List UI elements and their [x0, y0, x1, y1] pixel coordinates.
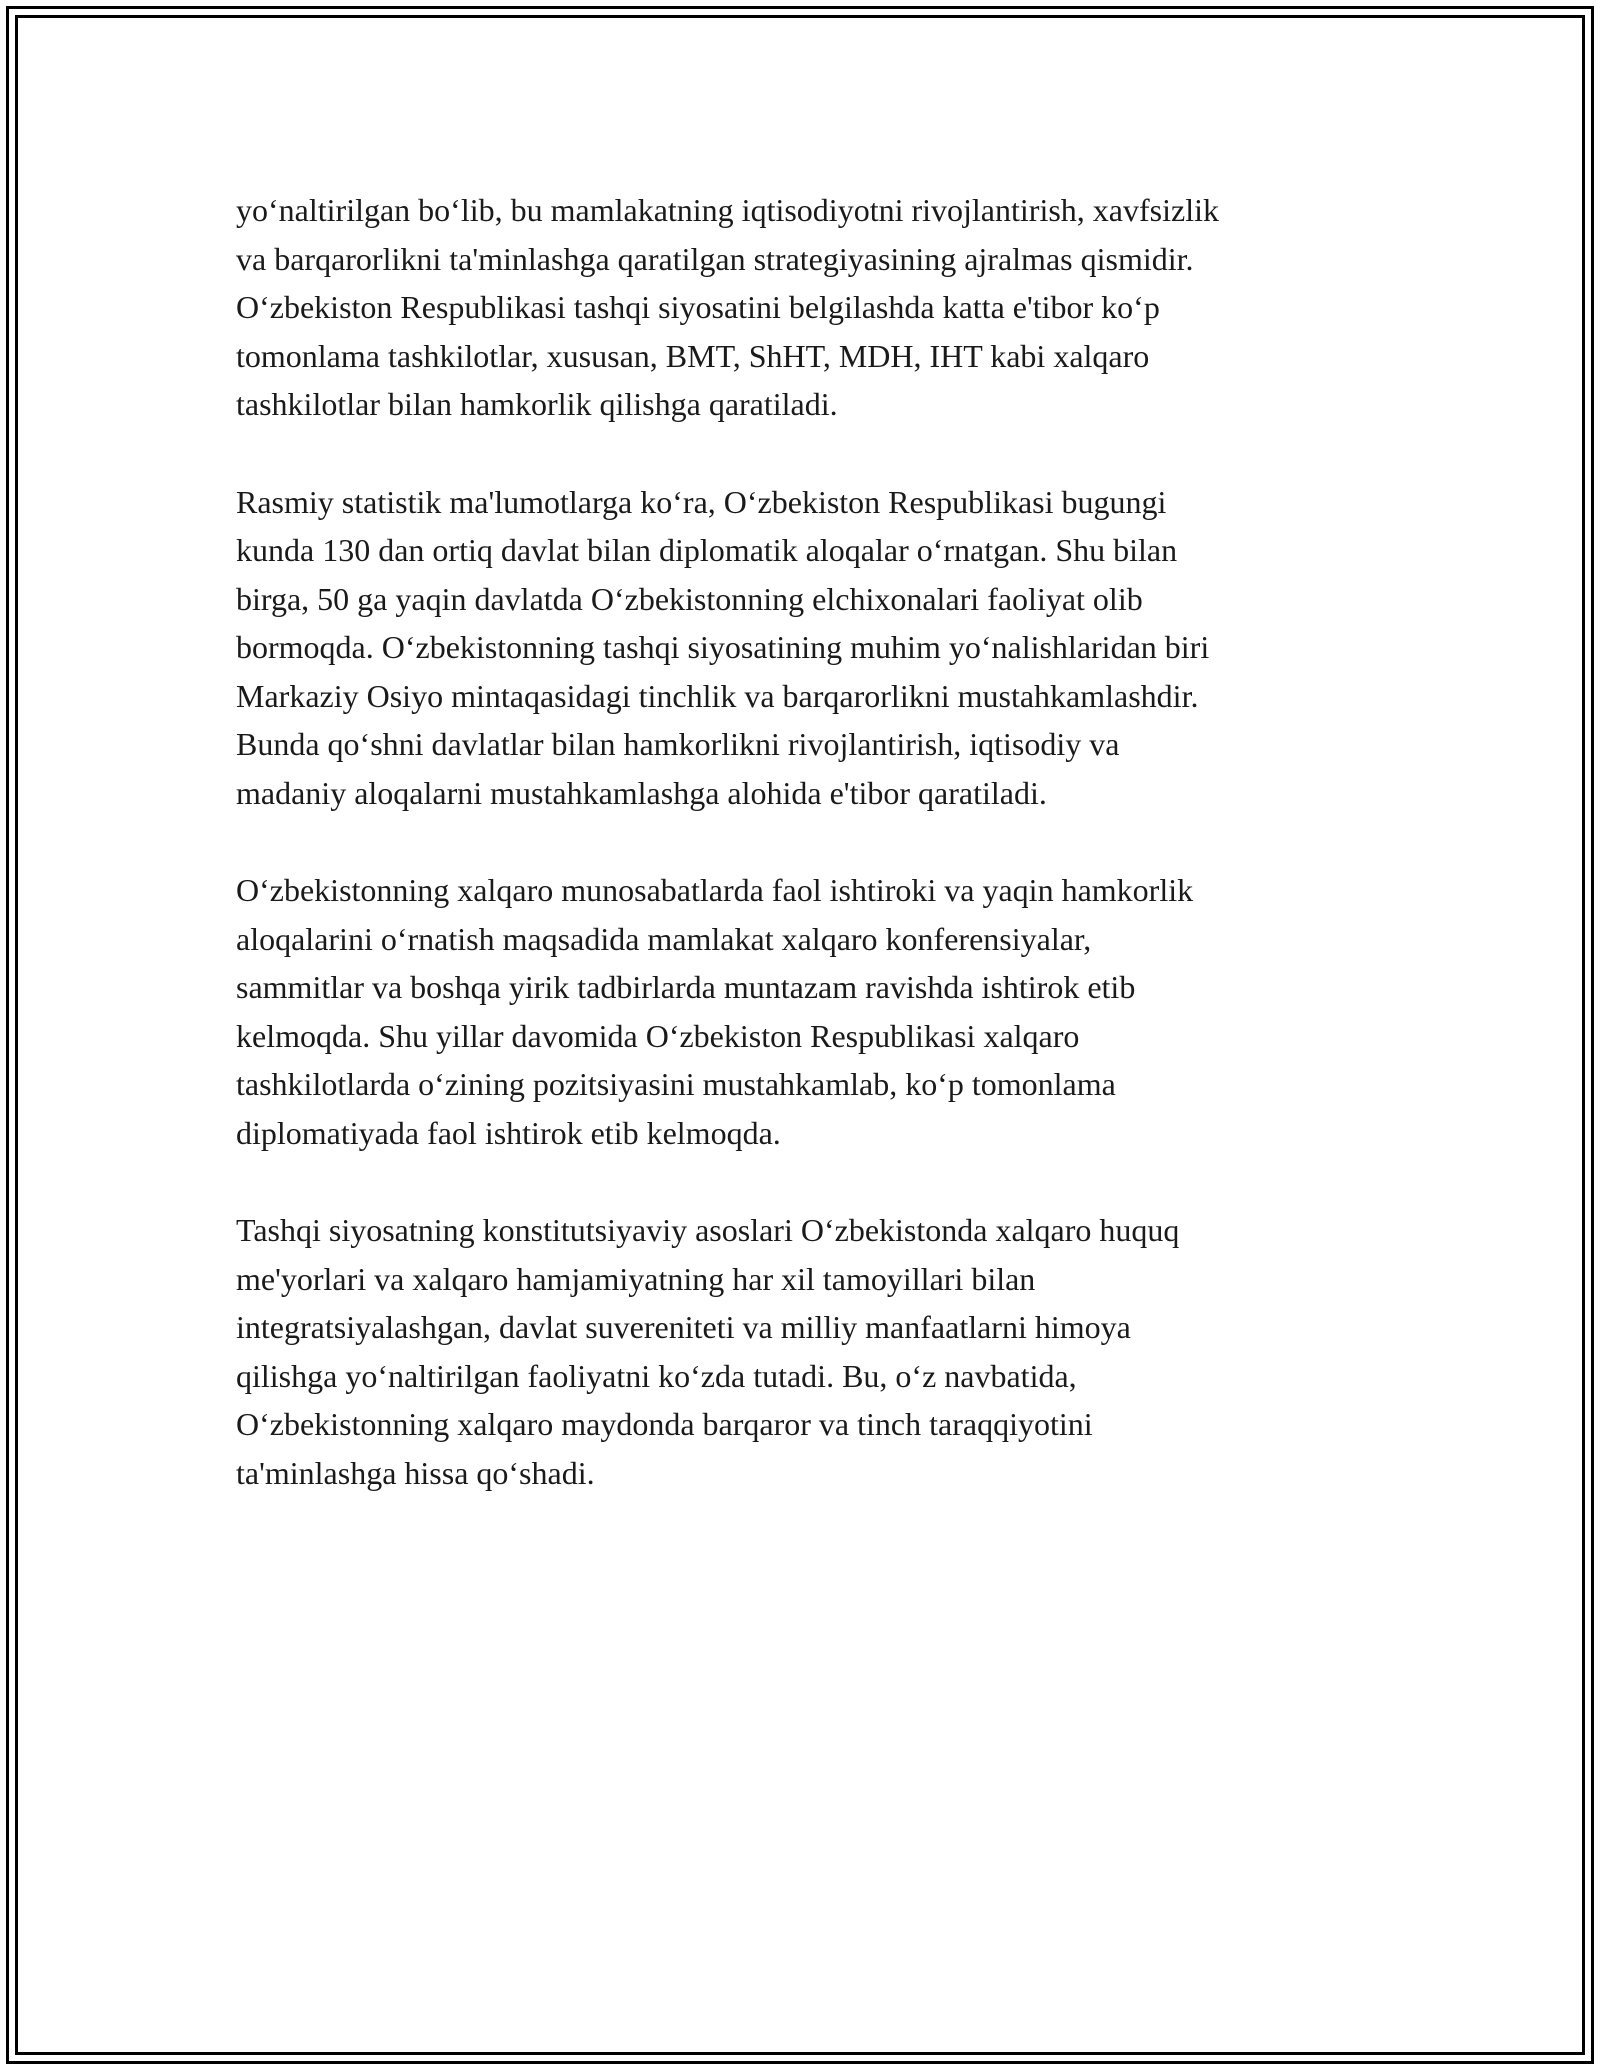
document-body — [236, 186, 1376, 1546]
text-line: ta'minlashga hissa qo‘shadi. — [236, 1454, 595, 1491]
paragraph-3 — [236, 866, 1376, 1157]
text-line: qilishga yo‘naltirilgan faoliyatni ko‘zda tutadi. Bu, o‘z navbatida, — [236, 1357, 1077, 1394]
paragraph-2 — [236, 478, 1376, 818]
text-line: me'yorlari va xalqaro hamjamiyatning har xil tamoyillari bilan — [236, 1260, 1036, 1297]
text-line: integratsiyalashgan, davlat suvereniteti va milliy manfaatlarni himoya — [236, 1309, 1131, 1345]
text-line: birga, 50 ga yaqin davlatda O‘zbekistonning elchixonalari faoliyat olib — [236, 580, 1143, 617]
text-line: Tashqi siyosatning konstitutsiyaviy asoslari O‘zbekistonda xalqaro huquq — [236, 1212, 1180, 1248]
text-line: sammitlar va boshqa yirik tadbirlarda muntazam ravishda ishtirok etib — [236, 969, 1136, 1005]
text-line: diplomatiyada faol ishtirok etib kelmoqda. — [236, 1114, 781, 1151]
text-line: tashkilotlarda o‘zining pozitsiyasini mustahkamlab, ko‘p tomonlama — [236, 1066, 1116, 1102]
text-line: aloqalarini o‘rnatish maqsadida mamlakat xalqaro konferensiyalar, — [236, 920, 1092, 957]
text-line: va barqarorlikni ta'minlashga qaratilgan strategiyasining ajralmas qismidir. — [236, 240, 1194, 277]
text-line: tashkilotlar bilan hamkorlik qilishga qaratiladi. — [236, 386, 838, 422]
text-line: kelmoqda. Shu yillar davomida O‘zbekiston Respublikasi xalqaro — [236, 1017, 1080, 1054]
text-line: madaniy aloqalarni mustahkamlashga alohida e'tibor qaratiladi. — [236, 774, 1047, 811]
text-line: O‘zbekiston Respublikasi tashqi siyosatini belgilashda katta e'tibor ko‘p — [236, 289, 1160, 325]
text-line: O‘zbekistonning xalqaro maydonda barqaror va tinch taraqqiyotini — [236, 1406, 1093, 1442]
text-line: yo‘naltirilgan bo‘lib, bu mamlakatning iqtisodiyotni rivojlantirish, xavfsizlik — [236, 192, 1219, 228]
text-line: tomonlama tashkilotlar, xususan, BMT, ShHT, MDH, IHT kabi xalqaro — [236, 337, 1150, 374]
text-line: Markaziy Osiyo mintaqasidagi tinchlik va barqarorlikni mustahkamlashdir. — [236, 677, 1199, 714]
text-line: Bunda qo‘shni davlatlar bilan hamkorlikni rivojlantirish, iqtisodiy va — [236, 726, 1120, 762]
text-line: O‘zbekistonning xalqaro munosabatlarda faol ishtiroki va yaqin hamkorlik — [236, 872, 1194, 908]
paragraph-1 — [236, 186, 1376, 429]
text-line: bormoqda. O‘zbekistonning tashqi siyosatining muhim yo‘nalishlaridan biri — [236, 629, 1210, 665]
text-line: Rasmiy statistik ma'lumotlarga ko‘ra, O‘zbekiston Respublikasi bugungi — [236, 483, 1167, 520]
paragraph-4 — [236, 1206, 1376, 1497]
text-line: kunda 130 dan ortiq davlat bilan diplomatik aloqalar o‘rnatgan. Shu bilan — [236, 532, 1178, 568]
